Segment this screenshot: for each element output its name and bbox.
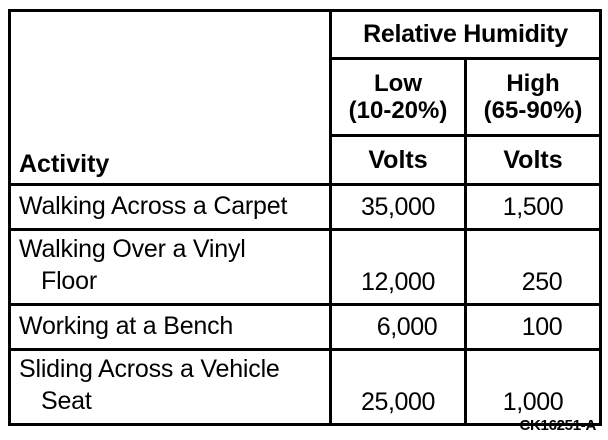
low-label: Low <box>374 70 422 97</box>
low-volts-cell: 12,000 <box>331 230 466 305</box>
low-volts-unit: Volts <box>331 136 466 185</box>
voltage-table <box>8 9 602 426</box>
low-humidity-header <box>331 59 466 136</box>
activity-line-1: Working at a Bench <box>19 312 234 340</box>
high-volts-unit: Volts <box>466 136 601 185</box>
activity-cell <box>10 230 331 305</box>
table-row <box>10 305 601 350</box>
activity-cell <box>10 185 331 230</box>
activity-line-1: Walking Across a Carpet <box>19 192 288 220</box>
activity-header: Activity <box>10 11 331 185</box>
figure-reference-code: CK16251-A <box>519 417 596 434</box>
activity-cell <box>10 305 331 350</box>
activity-line-2: Seat <box>41 387 92 415</box>
activity-line-1: Sliding Across a Vehicle <box>19 355 280 383</box>
high-label: High <box>506 70 560 97</box>
low-volts-cell: 25,000 <box>331 350 466 425</box>
high-range: (65-90%) <box>483 97 583 124</box>
high-volts-cell: 1,000 <box>466 350 601 425</box>
table-row <box>10 350 601 425</box>
high-volts-cell: 100 <box>466 305 601 350</box>
high-humidity-header <box>466 59 601 136</box>
low-volts-cell: 35,000 <box>331 185 466 230</box>
table-row <box>10 185 601 230</box>
table-row <box>10 230 601 305</box>
low-volts-cell: 6,000 <box>331 305 466 350</box>
activity-line-1: Walking Over a Vinyl <box>19 235 246 263</box>
relative-humidity-header: Relative Humidity <box>331 11 601 59</box>
low-range: (10-20%) <box>348 97 448 124</box>
activity-line-2: Floor <box>41 267 97 295</box>
header-row-group <box>10 11 601 59</box>
activity-cell <box>10 350 331 425</box>
high-volts-cell: 1,500 <box>466 185 601 230</box>
high-volts-cell: 250 <box>466 230 601 305</box>
